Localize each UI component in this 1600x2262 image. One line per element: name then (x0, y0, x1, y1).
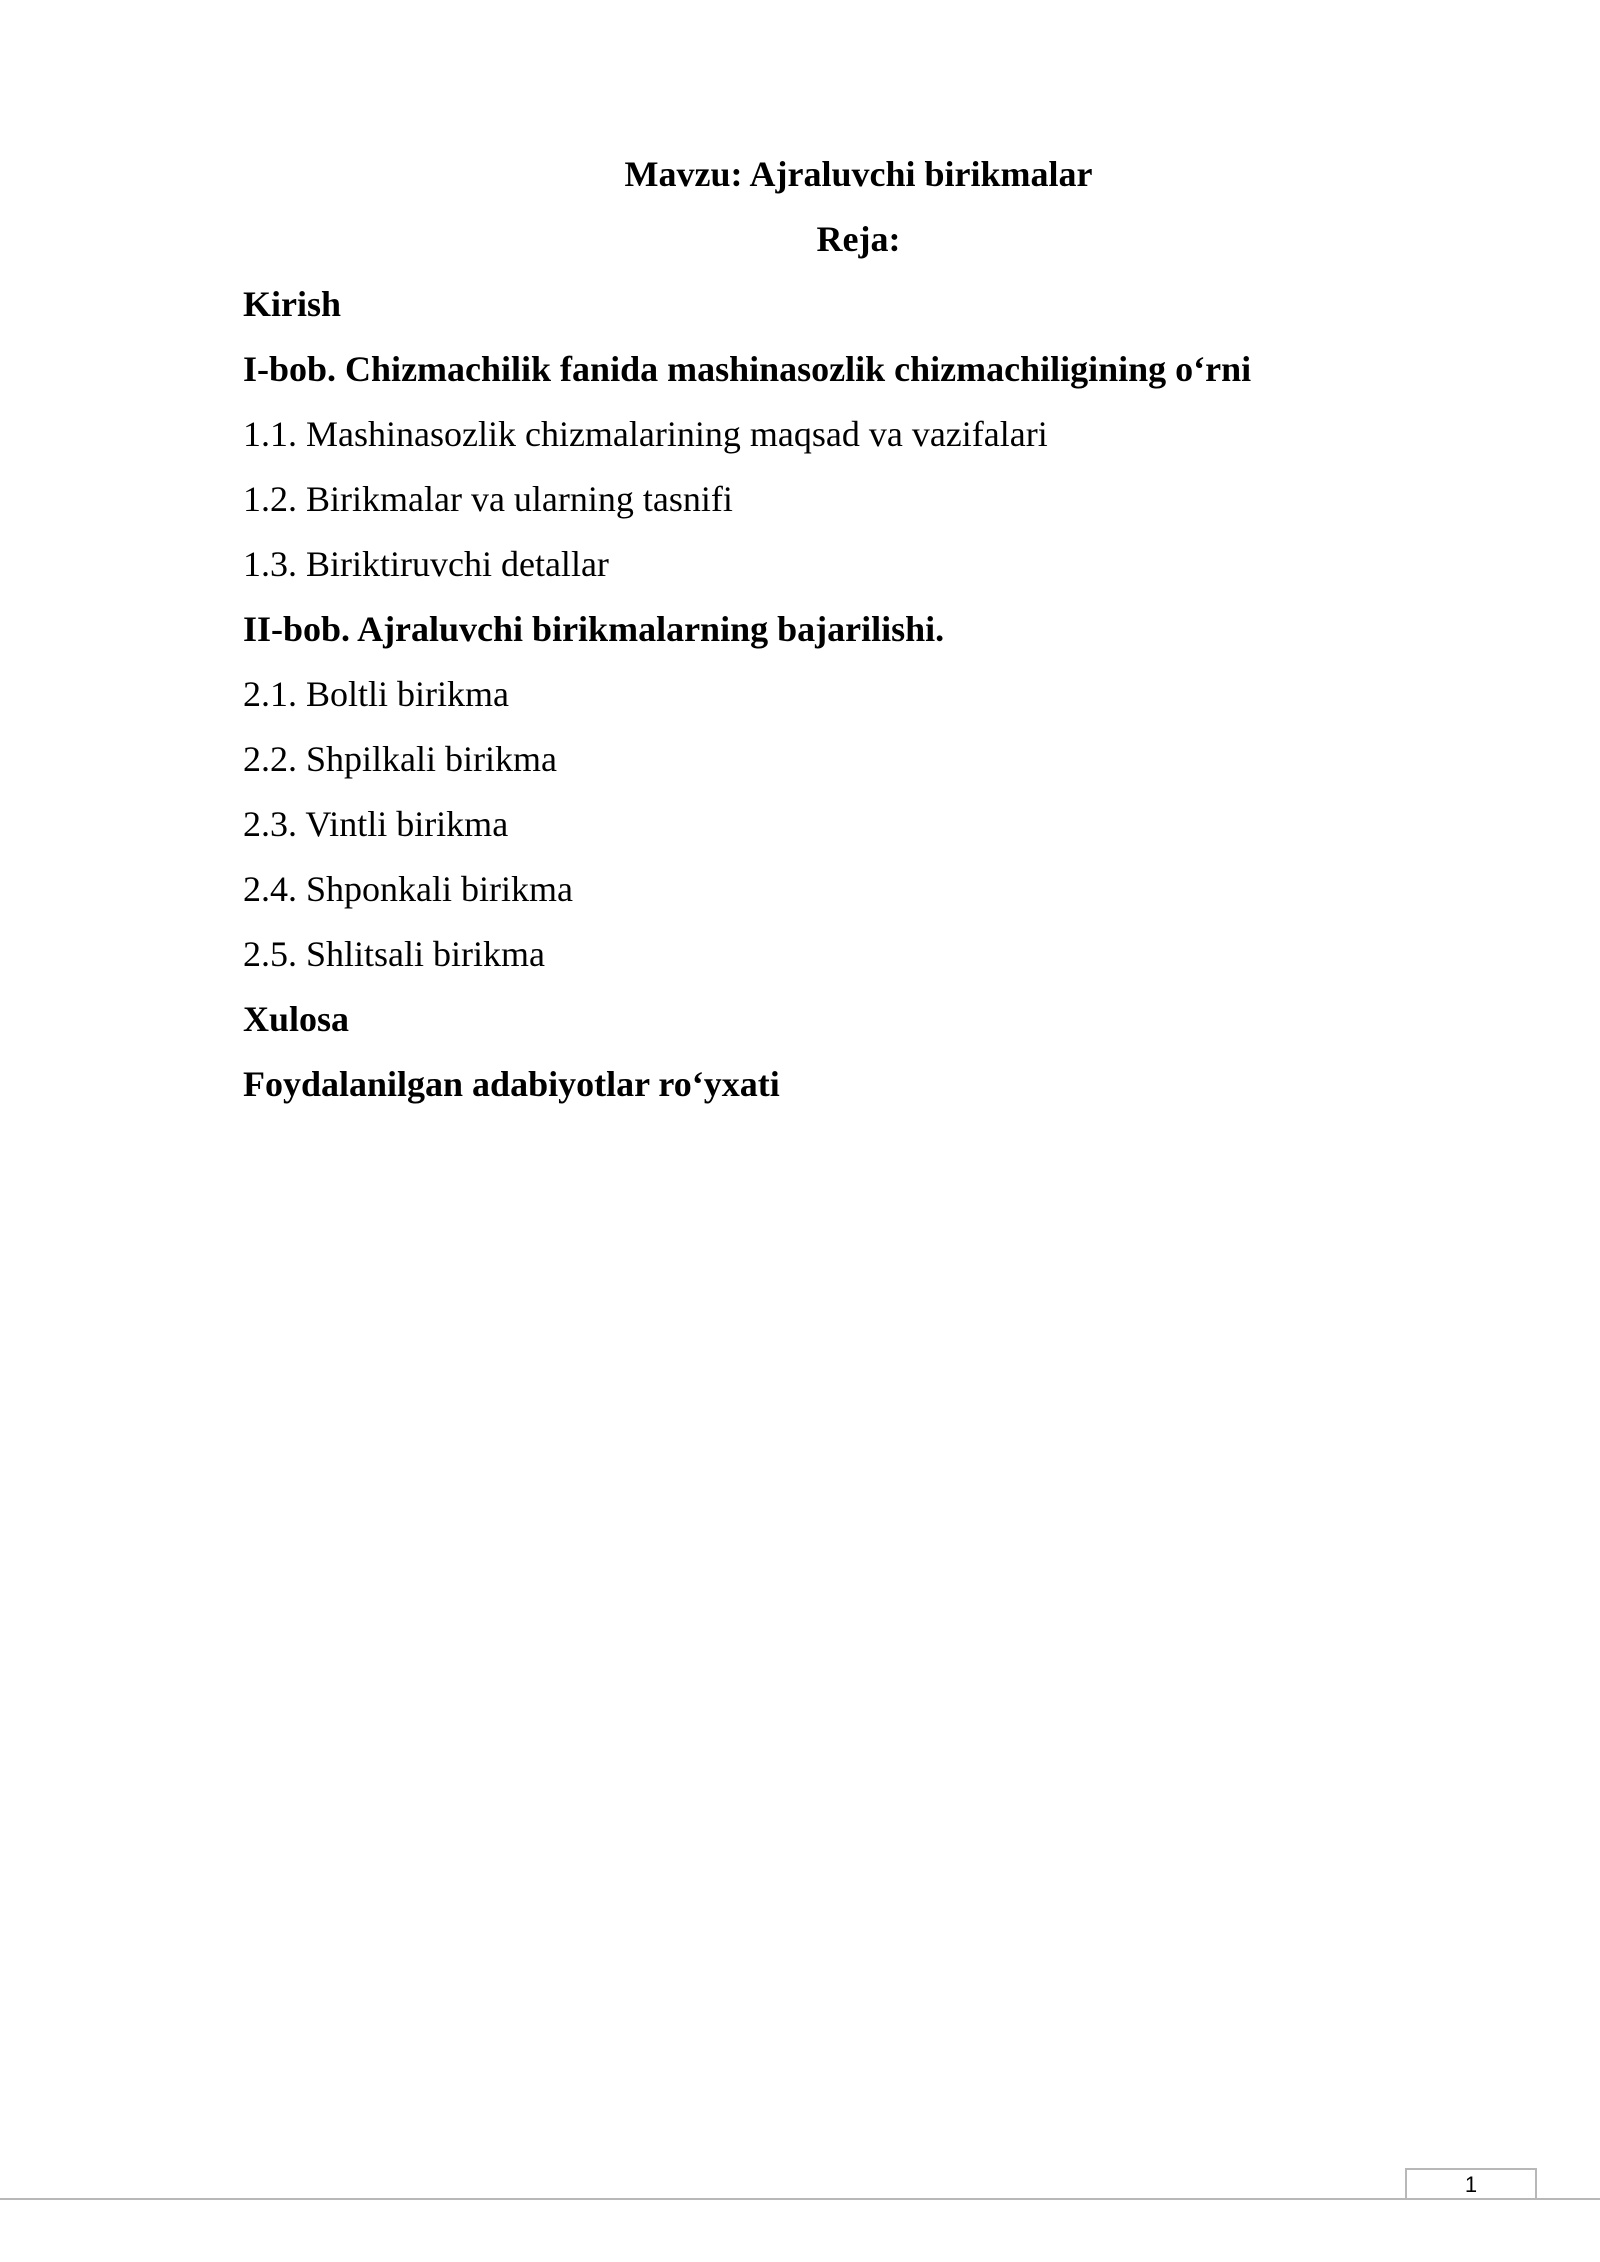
toc-item-chapter-2: II-bob. Ajraluvchi birikmalarning bajarilishi. (243, 609, 945, 649)
toc-item-2-4: 2.4. Shponkali birikma (243, 869, 573, 909)
toc-item-2-3: 2.3. Vintli birikma (243, 804, 509, 844)
toc-item-chapter-1: I-bob. Chizmachilik fanida mashinasozlik chizmachiligining o‘rni (243, 349, 1252, 389)
toc-item-introduction: Kirish (243, 284, 342, 324)
document-topic: Mavzu: Ajraluvchi birikmalar (624, 154, 1093, 194)
toc-item-references: Foydalanilgan adabiyotlar ro‘yxati (243, 1064, 780, 1104)
toc-item-conclusion: Xulosa (243, 999, 350, 1039)
toc-item-1-1: 1.1. Mashinasozlik chizmalarining maqsad va vazifalari (243, 414, 1048, 454)
toc-item-1-2: 1.2. Birikmalar va ularning tasnifi (243, 479, 733, 519)
table-of-contents (243, 284, 1493, 1129)
plan-heading: Reja: (816, 219, 901, 259)
toc-item-2-5: 2.5. Shlitsali birikma (243, 934, 545, 974)
page-number-box (1405, 2168, 1537, 2198)
toc-item-2-2: 2.2. Shpilkali birikma (243, 739, 557, 779)
footer-rule (0, 2198, 1600, 2200)
toc-item-2-1: 2.1. Boltli birikma (243, 674, 509, 714)
toc-item-1-3: 1.3. Biriktiruvchi detallar (243, 544, 609, 584)
page-number: 1 (1464, 2172, 1478, 2197)
